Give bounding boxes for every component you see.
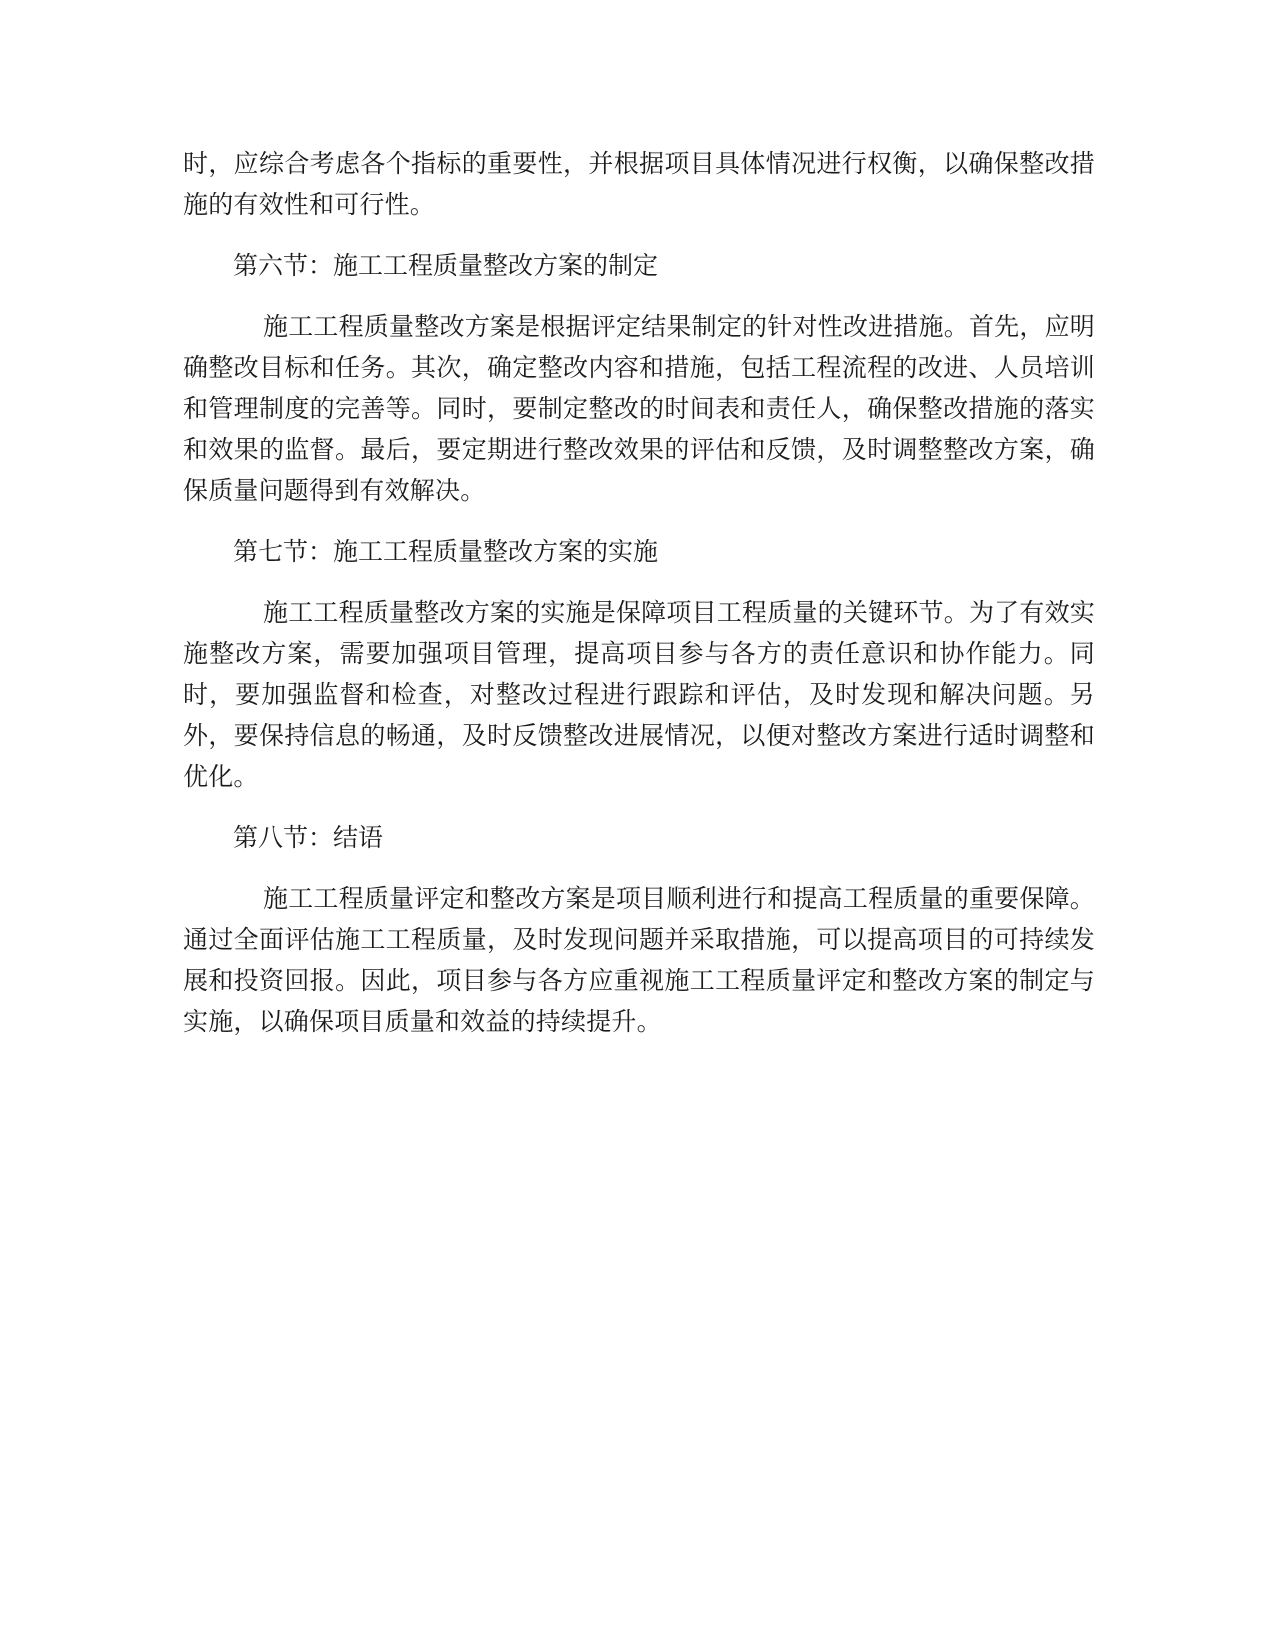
document-content: [183, 143, 1095, 1042]
section-heading-8: 第八节：结语: [233, 823, 384, 852]
intro-paragraph: 时，应综合考虑各个指标的重要性，并根据项目具体情况进行权衡，以确保整改措施的有效性和可行性。: [183, 149, 1095, 219]
spacer: [183, 286, 1095, 306]
spacer: [183, 572, 1095, 592]
spacer: [183, 511, 1095, 531]
section-heading-7: 第七节：施工工程质量整改方案的实施: [233, 537, 659, 566]
section-body-6: 施工工程质量整改方案是根据评定结果制定的针对性改进措施。首先，应明确整改目标和任务。其次，确定整改内容和措施，包括工程流程的改进、人员培训和管理制度的完善等。同时，要制定整改的时间表和责任人，确保整改措施的落实和效果的监督。最后，要定期进行整改效果的评估和反馈，及时调整整改方案，确保质量问题得到有效解决。: [183, 312, 1095, 505]
spacer: [183, 797, 1095, 817]
section-body-7: 施工工程质量整改方案的实施是保障项目工程质量的关键环节。为了有效实施整改方案，需要加强项目管理，提高项目参与各方的责任意识和协作能力。同时，要加强监督和检查，对整改过程进行跟踪和评估，及时发现和解决问题。另外，要保持信息的畅通，及时反馈整改进展情况，以便对整改方案进行适时调整和优化。: [183, 598, 1095, 791]
section-body-8: 施工工程质量评定和整改方案是项目顺利进行和提高工程质量的重要保障。通过全面评估施工工程质量，及时发现问题并采取措施，可以提高项目的可持续发展和投资回报。因此，项目参与各方应重视施工工程质量评定和整改方案的制定与实施，以确保项目质量和效益的持续提升。: [183, 884, 1095, 1036]
spacer: [183, 858, 1095, 878]
section-heading-6: 第六节：施工工程质量整改方案的制定: [233, 251, 659, 280]
spacer: [183, 225, 1095, 245]
